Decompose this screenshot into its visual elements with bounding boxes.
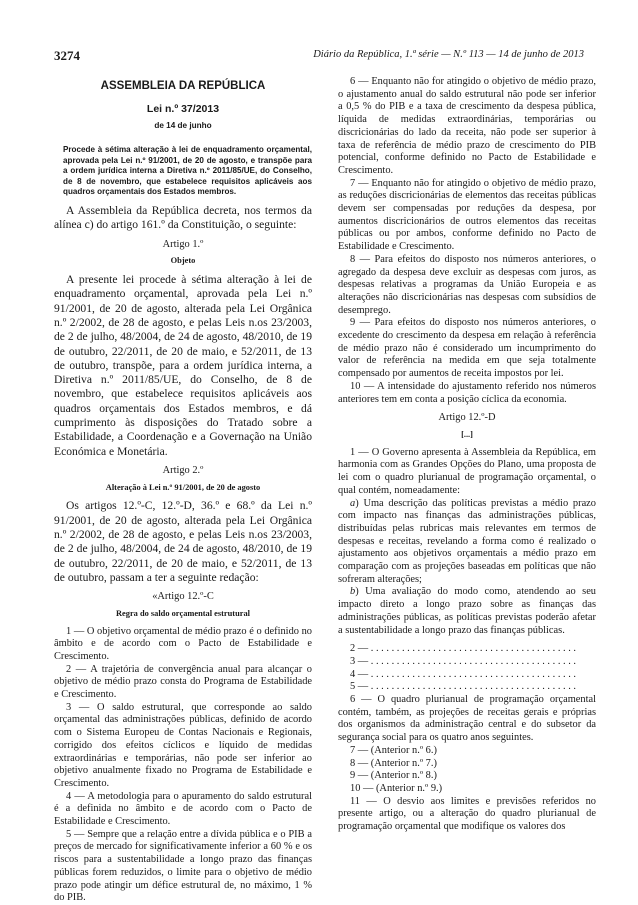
article-1-heading: Artigo 1.º — [162, 238, 204, 250]
issuer-heading: ASSEMBLEIA DA REPÚBLICA — [100, 80, 266, 92]
paragraph-1: 1 — O objetivo orçamental de médio prazo é o definido no âmbito e de acordo com o Pacto de Estabilidade e Crescimento. — [54, 625, 312, 662]
d-item-b-text: ) Uma avaliação do modo como, atendendo ao seu impacto direto a longo prazo sobre as finanças das administrações públicas, as políticas previstas poderão afetar a sustentabilidade a longo prazo das finanças públicas. — [338, 586, 596, 636]
d-paragraph-1: 1 — O Governo apresenta à Assembleia da República, em harmonia com as Grandes Opções do Plano, uma proposta de lei com o quadro plurianual de programação orçamental, o qual contém, nomeadamente: — [338, 446, 596, 496]
d-item-b — [338, 586, 596, 637]
d-item-a-letter: a — [350, 497, 356, 509]
d-paragraph-8: 8 — (Anterior n.º 7.) — [350, 757, 437, 769]
left-column — [54, 76, 312, 905]
paragraph-4: 4 — A metodologia para o apuramento do saldo estrutural é a definida no âmbito e de acordo com o Pacto de Estabilidade e Crescimento. — [54, 790, 312, 828]
article-12d-ellipsis: [...] — [461, 429, 473, 439]
paragraph-5: 5 — Sempre que a relação entre a dívida pública e o PIB a preços de mercado for significativamente inferior a 60 % e os riscos para a sustentabilidade a longo prazo das finanças públicas forem reduzidos, o limite para o objetivo de médio prazo pode atingir um défice estrutural de, no máximo, 1 % do PIB. — [54, 828, 312, 904]
paragraph-7: 7 — Enquanto não for atingido o objetivo de médio prazo, as reduções discricionárias de elementos das receitas públicas devem ser compensadas por reduções da despesa, por aumentos discricionários de outros elementos das receitas públicas ou por ambos, conforme definido no Pacto de Estabilidade e Crescimento. — [338, 177, 596, 253]
paragraph-6: 6 — Enquanto não for atingido o objetivo de médio prazo, o ajustamento anual do saldo estrutural não pode ser inferior a 0,5 % do PIB e a taxa de crescimento da despesa pública, líquida de medidas extraordinárias, temporárias ou discricionárias do lado da receita, não pode ser superior à taxa de referência de médio prazo de crescimento do PIB potencial, conforme definido no Pacto de Estabilidade e Crescimento. — [338, 76, 596, 176]
article-12d-heading: Artigo 12.º-D — [438, 412, 496, 424]
right-column — [338, 76, 596, 834]
law-date: de 14 de junho — [154, 121, 212, 131]
article-2-heading: Artigo 2.º — [162, 464, 204, 476]
d-paragraph-10: 10 — (Anterior n.º 9.) — [350, 782, 443, 794]
d-item-a-text: ) Uma descrição das políticas previstas a médio prazo com impacto nas finanças das administrações públicas, distribuídas pelas rubricas mais relevantes em termos de despesas e receitas, revelando a forma como é realizado o ajustamento aos objetivos orçamentais a médio prazo em comparação com as projeções baseadas em políticas que não sofreram alterações; — [338, 497, 596, 585]
paragraph-10: 10 — A intensidade do ajustamento referido nos números anteriores tem em conta a posição cíclica da economia. — [338, 380, 596, 405]
d-paragraph-3: 3 — . . . . . . . . . . . . . . . . . . . . . . . . . . . . . . . . . . . . . . . . — [350, 655, 576, 667]
article-12c-title: Regra do saldo orçamental estrutural — [116, 608, 250, 618]
article-1-text: A presente lei procede à sétima alteração à lei de enquadramento orçamental, aprovada pela Lei n.º 91/2001, de 20 de agosto, alterada pela Lei Orgânica n.º 2/2002, de 28 de agosto, e pelas Leis n.os 23/2003, de 2 de julho, 48/2004, de 24 de agosto, 48/2010, de 19 de outubro, 22/2011, de 20 de maio, e 52/2011, de 13 de outubro, transpõe, para a ordem jurídica interna, a Diretiva n.º 2011/85/UE, do Conselho, de 8 de novembro, que estabelece requisitos aplicáveis aos quadros orçamentais dos Estados membros, e dá cumprimento às disposições do Tratado sobre a Estabilidade, a Coordenação e a Governação na União Económica e Monetária. — [54, 273, 312, 458]
paragraph-8: 8 — Para efeitos do disposto nos números anteriores, o agregado da despesa deve excluir as despesas com juros, as despesas relativas a programas da União Europeia e as alterações não discricionárias nas despesas com subsídios de desemprego. — [338, 253, 596, 316]
article-2-title: Alteração à Lei n.º 91/2001, de 20 de agosto — [105, 482, 261, 492]
d-paragraph-7: 7 — (Anterior n.º 6.) — [350, 744, 437, 756]
paragraph-3: 3 — O saldo estrutural, que corresponde ao saldo orçamental das administrações públicas, definido de acordo com o Sistema Europeu de Contas Nacionais e Regionais, corrigido dos efeitos cíclicos e líquido de medidas extraordinárias e temporárias, não pode ser inferior ao objetivo anualmente fixado no Programa de Estabilidade e Crescimento. — [54, 701, 312, 789]
law-summary: Procede à sétima alteração à lei de enquadramento orçamental, aprovada pela Lei n.º 91/2001, de 20 de agosto, e transpõe para a ordem jurídica interna a Diretiva n.º 2011/85/UE, do Conselho, de 8 de novembro, que estabelece requisitos aplicáveis aos quadros orçamentais dos Estados membros. — [63, 145, 312, 197]
d-item-a — [338, 498, 596, 587]
d-paragraph-6: 6 — O quadro plurianual de programação orçamental contém, também, as projeções de receitas gerais e próprias dos organismos da administração central e do subsetor da segurança social para os quatro anos seguintes. — [338, 694, 596, 744]
paragraph-2: 2 — A trajetória de convergência anual para alcançar o objetivo de médio prazo consta do Programa de Estabilidade e Crescimento. — [54, 663, 312, 701]
page-number: 3274 — [54, 48, 80, 63]
d-paragraph-9: 9 — (Anterior n.º 8.) — [350, 770, 437, 782]
journal-header: Diário da República, 1.ª série — N.º 113 — 14 de junho de 2013 — [313, 49, 584, 60]
d-paragraph-5: 5 — . . . . . . . . . . . . . . . . . . . . . . . . . . . . . . . . . . . . . . . . — [350, 681, 576, 693]
article-12c-heading: «Artigo 12.º-C — [152, 591, 214, 603]
law-number: Lei n.º 37/2013 — [146, 102, 220, 115]
d-paragraph-11: 11 — O desvio aos limites e previsões referidos no presente artigo, ou a alteração do quadro plurianual de programação orçamental que modifique os valores dos — [338, 795, 596, 833]
intro-paragraph: A Assembleia da República decreta, nos termos da alínea c) do artigo 161.º da Constituição, o seguinte: — [54, 204, 312, 232]
d-item-b-letter: b — [350, 586, 356, 598]
d-paragraph-4: 4 — . . . . . . . . . . . . . . . . . . . . . . . . . . . . . . . . . . . . . . . . — [350, 668, 576, 680]
article-1-title: Objeto — [170, 256, 196, 266]
article-2-text: Os artigos 12.º-C, 12.º-D, 36.º e 68.º da Lei n.º 91/2001, de 20 de agosto, alterada pela Lei Orgânica n.º 2/2002, de 28 de agosto, e pelas Leis n.os 23/2003, de 2 de julho, 48/2004, de 24 de agosto, 48/2010, de 19 de outubro, 22/2011, de 20 de maio, e 52/2011, de 13 de outubro, passam a ter a seguinte redação: — [54, 499, 312, 584]
d-paragraph-2: 2 — . . . . . . . . . . . . . . . . . . . . . . . . . . . . . . . . . . . . . . . . — [350, 643, 576, 655]
paragraph-9: 9 — Para efeitos do disposto nos números anteriores, o excedente do crescimento da despesa em relação à referência de médio prazo não é considerado um incumprimento do valor de referência na medida em que seja totalmente compensado por aumentos de receita impostos por lei. — [338, 317, 596, 380]
